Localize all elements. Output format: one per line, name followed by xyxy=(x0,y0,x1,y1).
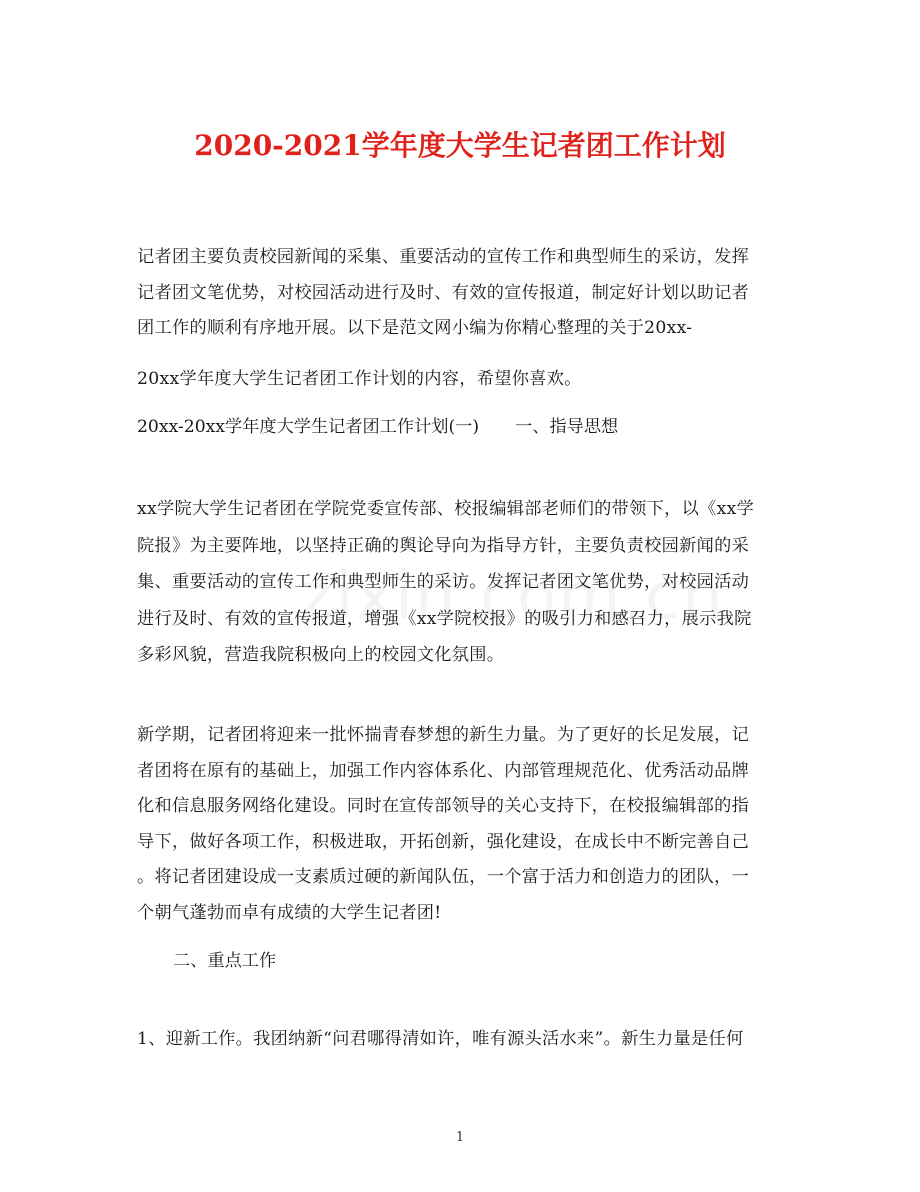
text-line: 记者团文笔优势，对校园活动进行及时、有效的宣传报道，制定好计划以助记者 xyxy=(137,282,750,303)
text-line: 1、迎新工作。我团纳新“问君哪得清如许，唯有源头活水来”。新生力量是任何 xyxy=(137,1029,744,1049)
text-line: 多彩风貌，营造我院积极向上的校园文化氛围。 xyxy=(137,645,505,665)
text-line: 院报》为主要阵地，以坚持正确的舆论导向为指导方针，主要负责校园新闻的采 xyxy=(137,535,750,556)
page-number: 1 xyxy=(455,1130,465,1145)
text-line: 新学期，记者团将迎来一批怀揣青春梦想的新生力量。为了更好的长足发展，记 xyxy=(137,725,750,745)
text-line: 个朝气蓬勃而卓有成绩的大学生记者团! xyxy=(137,902,442,923)
text-line: 。将记者团建设成一支素质过硬的新闻队伍，一个富于活力和创造力的团队，一 xyxy=(137,867,750,887)
text-line: 记者团主要负责校园新闻的采集、重要活动的宣传工作和典型师生的采访，发挥 xyxy=(137,247,750,267)
text-line: 导下，做好各项工作，积极进取，开拓创新，强化建设，在成长中不断完善自己 xyxy=(137,831,750,852)
document-title: 2020-2021学年度大学生记者团工作计划 xyxy=(194,129,726,162)
section-heading-key-work: 二、重点工作 xyxy=(173,951,277,971)
text-line: xx学院大学生记者团在学院党委宣传部、校报编辑部老师们的带领下，以《xx学 xyxy=(137,499,755,519)
watermark xyxy=(300,560,660,634)
plan-subtitle-left: 20xx-20xx学年度大学生记者团工作计划(一) xyxy=(137,417,480,437)
text-line: 20xx学年度大学生记者团工作计划的内容，希望你喜欢。 xyxy=(137,369,582,389)
intro-paragraph xyxy=(137,240,777,347)
text-line: 者团将在原有的基础上，加强工作内容体系化、内部管理规范化、优秀活动品牌 xyxy=(137,760,750,781)
plan-subtitle xyxy=(137,412,618,437)
section-heading-guiding-thought: 一、指导思想 xyxy=(515,417,619,437)
key-work-item-1 xyxy=(137,1022,777,1058)
text-line: 集、重要活动的宣传工作和典型师生的采访。发挥记者团文笔优势，对校园活动 xyxy=(137,572,750,592)
intro-paragraph-end xyxy=(137,362,777,398)
new-semester-paragraph xyxy=(137,718,777,931)
text-line: 进行及时、有效的宣传报道，增强《xx学院校报》的吸引力和感召力，展示我院 xyxy=(137,608,752,629)
text-line: 团工作的顺利有序地开展。以下是范文网小编为你精心整理的关于20xx- xyxy=(137,318,693,338)
text-line: 化和信息服务网络化建设。同时在宣传部领导的关心支持下，在校报编辑部的指 xyxy=(137,796,750,816)
